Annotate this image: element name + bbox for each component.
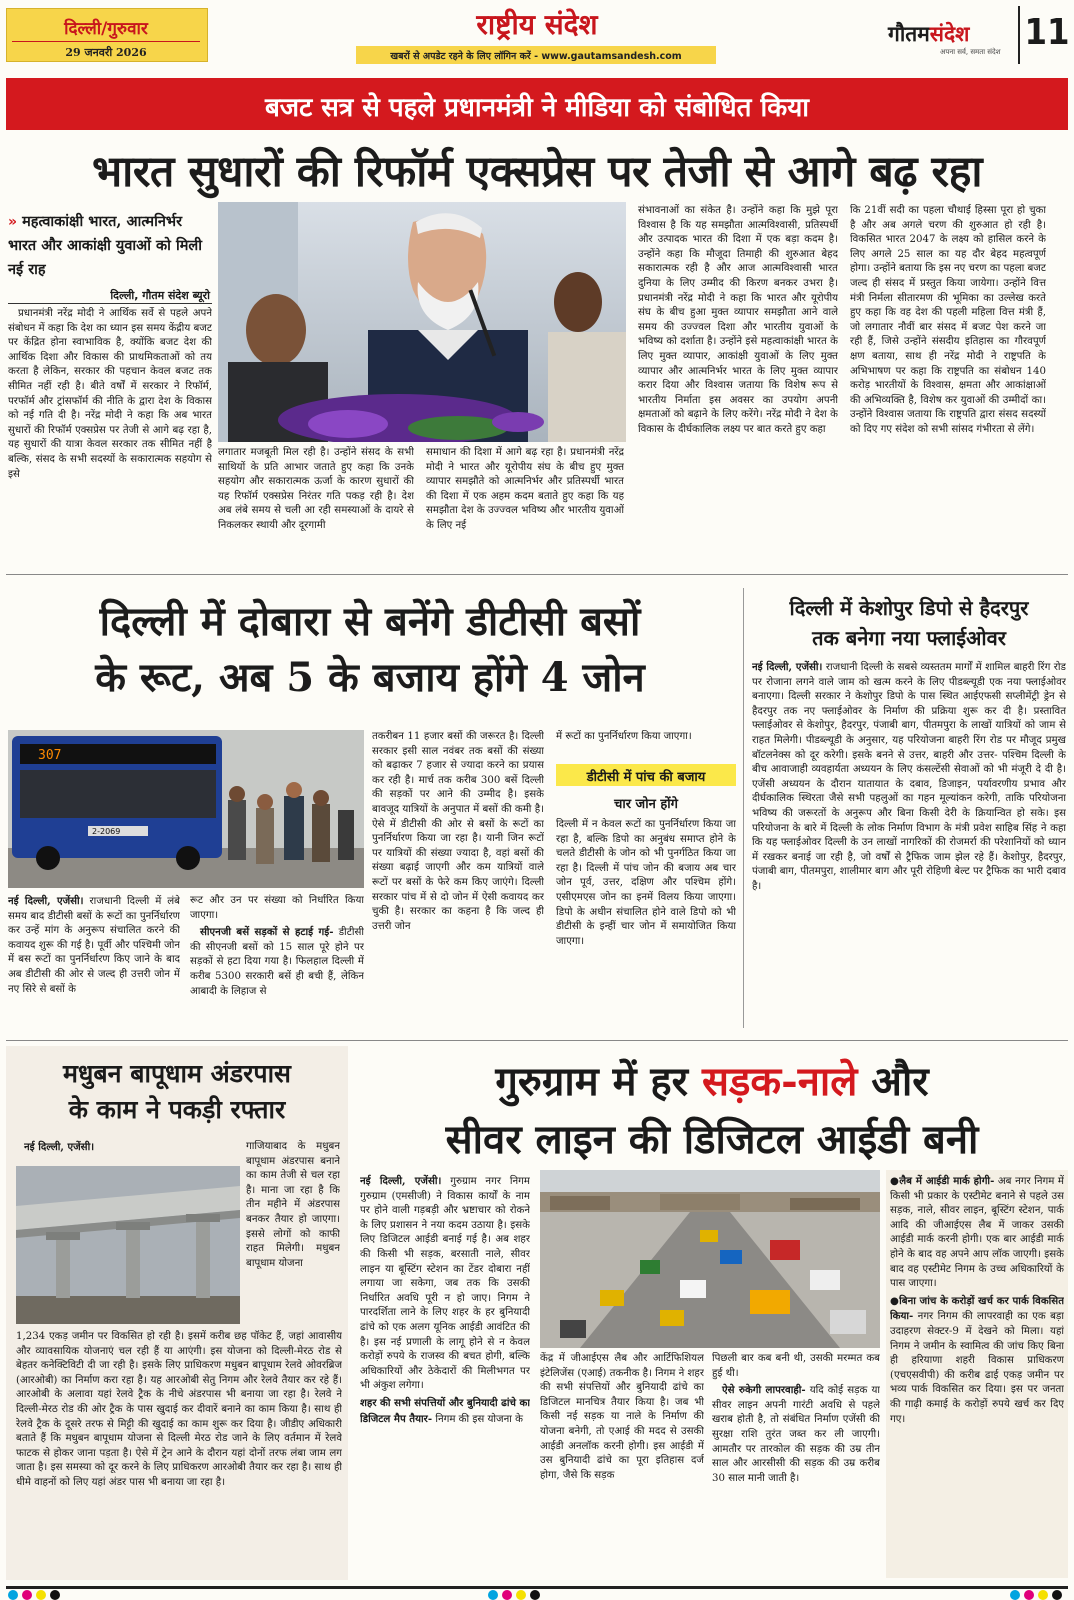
gurugram-headline-red: सड़क-नाले: [701, 1058, 858, 1105]
yellow-mark: [516, 1590, 526, 1600]
gurugram-side-p2: [890, 1294, 1064, 1427]
flyover-headline-line1: दिल्ली में केशोपुर डिपो से हैदरपुर: [789, 596, 1029, 620]
gurugram-col-3: [712, 1352, 880, 1578]
lead-col-1-text: प्रधानमंत्री नरेंद्र मोदी ने आर्थिक सर्वे से पहले अपने संबोधन में कहा कि देश का ध्यान इस समय केंद्रीय बजट पर केंद्रित होना स्वाभाविक है, क्योंकि बजट देश की आर्थिक दिशा और विकास की प्राथमिकताओं को तय करता है लेकिन, सरकार की पहचान केवल बजट तक सीमित नहीं रही है। बीते वर्षों में सरकार ने रिफॉर्म, परफॉर्म और ट्रांसफॉर्म की नीति के द्वारा देश के विकास को नई गति दी है। नरेंद्र मोदी ने कहा कि अब भारत सुधारों की रिफॉर्म एक्सप्रेस पर तेजी से आगे बढ़ रहा है, यह सुधारों की यात्रा केवल सरकार तक सीमित नहीं है बल्कि, संसद के सभी सदस्यों के सकारात्मक सहयोग से इसे: [8, 308, 212, 480]
bullet-icon: ●: [890, 1295, 900, 1307]
dtc-col-4-top-text: में रूटों का पुनर्निर्धारण किया जाएगा।: [556, 731, 692, 742]
underpass-body: [16, 1330, 342, 1576]
bus-display: 307: [38, 748, 62, 763]
gurugram-col-2-text: केंद्र में जीआईएस लैब और आर्टिफिशियल इंटेलिजेंस (एआई) तकनीक है। निगम ने शहर की सभी संपत्तियों और बुनियादी ढांचे का डिजिटल मानचित्र तैयार किया है। जब भी किसी नई सड़क या नाले के निर्माण की योजना बनेगी, तो एआई की मदद से उसकी आईडी अनलॉक करनी होगी। इस आईडी में उस बुनियादी ढांचे का पूरा इतिहास दर्ज होगा, जैसे कि सड़क: [540, 1353, 704, 1481]
dtc-col-1-body: राजधानी दिल्ली में लंबे समय बाद डीटीसी बसों के रूटों का पुनर्निर्धारण कर उन्हें मांग के अनुरूप संचालित करने की कवायद शुरू की गई है। पूर्वी और पश्चिमी जोन में बस रूटों का पुनर्निर्धारण किए जाने के बाद अब डीटीसी की ओर से जल्द ही उत्तरी जोन में नए सिरे से बसों के: [8, 896, 180, 995]
gurugram-side: [890, 1174, 1064, 1574]
brand-logo: [888, 20, 969, 48]
dtc-col-2-rest: डीटीसी की सीएनजी बसों को 15 साल पूरे होने पर सड़कों से हटा दिया गया है। फिलहाल दिल्ली में करीब 5300 सरकारी बसें ही बची हैं, लेकिन आबादी के लिहाज से: [190, 927, 364, 997]
gurugram-col-1-text: [360, 1174, 530, 1394]
gurugram-side-p2-head: बिना जांच के करोड़ों खर्च कर पार्क विकसित किया-: [890, 1294, 1064, 1323]
yellow-mark: [36, 1590, 46, 1600]
magenta-mark: [1024, 1590, 1034, 1600]
section-title: राष्ट्रीय संदेश: [476, 8, 598, 41]
gurugram-photo-svg: [540, 1170, 880, 1348]
underpass-dateline: नई दिल्ली, एजेंसी।: [24, 1141, 95, 1153]
brand-tagline: अपना सर्व, समता संदेश: [940, 48, 1001, 56]
gurugram-col-3-top: पिछली बार कब बनी थी, उसकी मरम्मत कब हुई थी।: [712, 1353, 880, 1379]
underpass-photo-svg: [16, 1166, 240, 1324]
dtc-col-4-text: दिल्ली में न केवल रूटों का पुनर्निर्धारण किया जा रहा है, बल्कि डिपो का अनुबंध समाप्त होने के चलते डीटीसी के जोन को भी पुनर्गठित किया जा रहा है। दिल्ली में पांच जोन की बजाय अब चार जोन पूर्व, उत्तर, दक्षिण और पश्चिम होंगे। एसीएमएस जोन का इनमें विलय किया जाएगा। डिपो के अधीन संचालित होने वाले डिपो को भी डीटीसी के इन्हीं चार जोन में समायोजित किया जाएगा।: [556, 819, 736, 947]
gurugram-side-p2-body: नगर निगम की लापरवाही का एक बड़ा उदाहरण सेक्टर-9 में देखने को मिला। यहां निगम ने जमीन के स्वामित्व की जांच किए बिना ही हरियाणा शहरी विकास प्राधिकरण (एचएसवीपी) की करीब ढाई एकड़ जमीन पर भव्य पार्क विकसित कर दिया। इस पर जनता की गाढ़ी कमाई के करोड़ों रुपये खर्च कर दिए गए।: [890, 1311, 1064, 1425]
lead-col-3: [426, 446, 624, 569]
dtc-col-2-para: [190, 925, 364, 999]
page-number: 11: [1024, 12, 1070, 53]
lead-photo-svg: [218, 202, 626, 442]
dtc-headline-line1: दिल्ली में दोबारा से बनेंगे डीटीसी बसों: [99, 598, 641, 645]
city-day: दिल्ली/गुरुवार: [64, 19, 148, 39]
dtc-col-2-subhead: सीएनजी बसें सड़कों से हटाई गई-: [200, 926, 334, 939]
page-number-divider: [1018, 6, 1020, 64]
cyan-mark: [1010, 1590, 1020, 1600]
section-rule-2: [6, 1040, 1068, 1041]
bullet-icon: ●: [890, 1176, 900, 1187]
gurugram-col-2: [540, 1352, 704, 1578]
black-mark: [1052, 1590, 1062, 1600]
gurugram-side-p1-body: अब नगर निगम में किसी भी प्रकार के एस्टीमेट बनाने से पहले उस सड़क, नाले, सीवर लाइन, बूस्टिंग स्टेशन, पार्क आदि की जीआईएस लैब में जाकर उसकी आईडी मार्क करनी होगी। एक बार आईडी मार्क होने के बाद वह अपने आप लॉक जाएगी। इसके बाद वह एस्टीमेट निगम के उच्च अधिकारियों के पास जाएगा।: [890, 1176, 1064, 1290]
magenta-mark: [502, 1590, 512, 1600]
lead-col-2: [218, 446, 414, 569]
lead-col-4: [638, 204, 838, 569]
gurugram-col-1-para: [360, 1396, 530, 1427]
brand-suffix: संदेश: [929, 21, 970, 46]
underpass-side: [246, 1140, 340, 1326]
footer-rule: [6, 1586, 1068, 1589]
lead-photo: [218, 202, 626, 442]
yellow-mark: [1038, 1590, 1048, 1600]
black-mark: [50, 1590, 60, 1600]
underpass-photo: [16, 1166, 240, 1324]
black-mark: [530, 1590, 540, 1600]
gurugram-headline-part1: गुरुग्राम में हर: [495, 1058, 702, 1105]
dtc-col-4: [556, 818, 736, 1034]
gurugram-headline-line1: [356, 1052, 1068, 1107]
byline-rule: [8, 303, 212, 304]
section-rule-1: [6, 574, 1068, 575]
lead-subhead: महत्वाकांक्षी भारत, आत्मनिर्भर भारत और आकांक्षी युवाओं को मिली नई राह: [8, 213, 202, 278]
underpass-headline-line1: मधुबन बापूधाम अंडरपास: [63, 1059, 291, 1088]
magenta-mark: [22, 1590, 32, 1600]
gurugram-col-3-body: यदि कोई सड़क या सीवर लाइन अपनी गारंटी अवधि से पहले खराब होती है, तो संबंधित निर्माण एजेंसी की सुरक्षा राशि तुरंत जब्त कर ली जाएगी। आमतौर पर तारकोल की सड़क की उम्र तीन साल और आरसीसी की सड़क की उम्र करीब 30 साल मानी जाती है।: [712, 1385, 880, 1484]
dtc-photo: [8, 730, 364, 888]
gurugram-headline-line2: सीवर लाइन की डिजिटल आईडी बनी: [445, 1116, 979, 1163]
dtc-col-3-text: तकरीबन 11 हजार बसों की जरूरत है। दिल्ली सरकार इसी साल नवंबर तक बसों की संख्या को बढ़ाकर 7 हजार से ज्यादा करने का प्रयास कर रही है। मार्च तक करीब 300 बसें दिल्ली की सड़कों पर आने की उम्मीद है। इसके बावजूद यात्रियों के अनुपात में बसों की कमी है। ऐसे में डीटीसी की ओर से बसों के रूटों का पुनर्निर्धारण किया जा रहा है। यानी जिन रूटों पर यात्रियों की संख्या ज्यादा है, वहां बसों की संख्या बढ़ाई जाएगी और कम यात्रियों वाले रूटों पर बसों के फेरे कम किए जाएंगे। दिल्ली सरकार पांच में से दो जोन में ऐसी कवायद कर चुकी है। सरकार का कहना है कि जल्द ही उत्तरी जोन: [372, 731, 544, 932]
gurugram-col-1-rest: निगम की इस योजना के: [435, 1413, 523, 1425]
issue-date: 29 जनवरी 2026: [65, 46, 147, 59]
flyover-divider: [743, 588, 744, 1028]
underpass-body-text: 1,234 एकड़ जमीन पर विकसित हो रही है। इसमें करीब छह पॉकेट हैं, जहां आवासीय और व्यावसायिक योजनाएं चल रही हैं या आएंगी। इस योजना को दिल्ली-मेरठ रोड से बेहतर कनेक्टिविटी दी जा रही है। इसके लिए प्राधिकरण मधुबन बापूधाम रेलवे ओवरब्रिज (आरओबी) का निर्माण करा रहा है। यह आरओबी सेतु निगम और रेलवे तैयार कर रहे हैं। आरओबी के अलावा यहां रेलवे ट्रैक के नीचे अंडरपास भी बनाया जा रहा है। रेलवे ने दिल्ली-मेरठ रोड की ओर ट्रैक के पास खुदाई कर दीवारें बनाने का काम किया है। साथ ही रेलवे ट्रैक के दूसरे तरफ से मिट्टी की खुदाई का काम शुरू कर दिया है। जीडीए अधिकारी बताते हैं कि मधुबन बापूधाम योजना से दिल्ली मेरठ रोड जाने के लिए वर्तमान में रेलवे फाटक से होकर जाना पड़ता है। ऐसे में ट्रेन आने के दौरान यहां दोनों तरफ लंबा जाम लग जाता है। इस समस्या को दूर करने के लिए प्राधिकरण आरओबी तैयार कर रहा है। साथ ही धीमे वाहनों को लिए यहां अंडर पास भी बनाया जा रहा है।: [16, 1331, 342, 1488]
lead-col-1: [8, 307, 212, 569]
underpass-side-text: गाजियाबाद के मधुबन बापूधाम अंडरपास बनाने का काम तेजी से चल रहा है। माना जा रहा है कि तीन महीने में अंडरपास बनकर तैयार हो जाएगा। इससे लोगों को काफी राहत मिलेगी। मधुबन बापूधाम योजना: [246, 1141, 340, 1269]
gurugram-dateline: नई दिल्ली, एजेंसी।: [360, 1175, 442, 1187]
date-divider: [12, 41, 200, 42]
flyover-dateline: नई दिल्ली, एजेंसी।: [752, 661, 823, 673]
dtc-col-2: [190, 894, 364, 1034]
lead-col-5-text: कि 21वीं सदी का पहला चौथाई हिस्सा पूरा हो चुका है और अब अगले चरण की शुरुआत हो रही है। विकसित भारत 2047 के लक्ष्य को हासिल करने के लिए अगले 25 साल का यह दौर बेहद महत्वपूर्ण होगा। उन्होंने बताया कि इस नए चरण का पहला बजट जल्द ही संसद में प्रस्तुत किया जायेगा। उन्होंने वित्त मंत्री निर्मला सीतारमण की भूमिका का उल्लेख करते हुए कहा कि वह देश की पहली महिला वित्त मंत्री हैं, जो लगातार नौवीं बार संसद में बजट पेश करने जा रही हैं, जिसे उन्होंने संसदीय इतिहास का गौरवपूर्ण क्षण बताया, साथ ही नरेंद्र मोदी ने राष्ट्रपति के अभिभाषण पर कहा कि राष्ट्रपति का संबोधन 140 करोड़ भारतीयों के विश्वास, क्षमता और आकांक्षाओं की अभिव्यक्ति है, विशेष कर युवाओं की उम्मीदों का। उन्होंने विश्वास जताया कि राष्ट्रपति द्वारा संसद सदस्यों को दिए गए संदेश को सभी सांसद गंभीरता से लेंगे।: [850, 205, 1046, 435]
flyover-body: [752, 660, 1066, 1028]
gurugram-col-3-para: [712, 1383, 880, 1486]
lead-kicker: बजट सत्र से पहले प्रधानमंत्री ने मीडिया को संबोधित किया: [264, 93, 810, 123]
gurugram-headline-part2: और: [857, 1058, 929, 1105]
dtc-col-3: [372, 730, 544, 1034]
dtc-col-1-text: [8, 894, 180, 997]
cyan-mark: [488, 1590, 498, 1600]
dtc-headline-line2: के रूट, अब 5 के बजाय होंगे 4 जोन: [95, 654, 645, 701]
dtc-subhead-line1: डीटीसी में पांच की बजाय: [586, 770, 706, 785]
lead-headline: भारत सुधारों की रिफॉर्म एक्सप्रेस पर तेजी से आगे बढ़ रहा: [91, 147, 983, 197]
gurugram-side-p1: [890, 1174, 1064, 1292]
lead-col-4-text: संभावनाओं का संकेत है। उन्होंने कहा कि मुझे पूरा विश्वास है कि यह समझौता आत्मविश्वासी, प्रतिस्पर्धी और उत्पादक भारत की दिशा में एक बड़ा कदम है। उन्होंने कहा कि मौजूदा तिमाही की शुरुआत बेहद सकारात्मक रही है और आज आत्मविश्वासी भारत दुनिया के लिए उम्मीद की किरण बनकर उभरा है।प्रधानमंत्री नरेंद्र मोदी ने कहा कि भारत और यूरोपीय संघ के बीच हुआ मुक्त व्यापार समझौता आने वाले समय की उज्ज्वल दिशा और भारतीय युवाओं के भविष्य को दर्शाता है। उन्होंने इसे महत्वाकांक्षी भारत के लिए मुक्त व्यापार, आकांक्षी युवाओं के लिए मुक्त व्यापार और आत्मनिर्भर भारत के लिए मुक्त व्यापार करार दिया और विश्वास जताया कि विशेष रूप से भारतीय निर्माता इस अवसर का उपयोग अपनी क्षमताओं को बढ़ाने के लिए करेंगे। नरेंद्र मोदी ने देश के विकास के दीर्घकालिक लक्ष्य पर बात करते हुए कहा: [638, 205, 838, 435]
flyover-body-text: [752, 660, 1066, 895]
gurugram-col-1: [360, 1174, 530, 1576]
gurugram-col-1-body: गुरुग्राम नगर निगम गुरुग्राम (एमसीजी) ने विकास कार्यों के नाम पर होने वाली गड़बड़ी और भ्रष्टाचार को रोकने के लिए प्रशासन ने नया कदम उठाया है। इसके लिए डिजिटल आईडी बनाई गई है। अब शहर की किसी भी सड़क, बरसाती नाले, सीवर लाइन या बूस्टिंग स्टेशन का टेंडर दोबारा नहीं लगाया जा सकेगा, जब तक कि उसकी निर्धारित अवधि पूरी न हो जाए। निगम ने पारदर्शिता लाने के लिए शहर के हर बुनियादी ढांचे को एक अलग यूनिक आईडी आवंटित की है। इस नई प्रणाली के लागू होने से न केवल करोड़ों रुपये के राजस्व की बचत होगी, बल्कि अधिकारियों और ठेकेदारों की मिलीभगत पर भी अंकुश लगेगा।: [360, 1176, 530, 1392]
gurugram-side-p1-head: लैब में आईडी मार्क होगी-: [899, 1175, 995, 1187]
lead-col-3-text: समाधान की दिशा में आगे बढ़ रहा है। प्रधानमंत्री नरेंद्र मोदी ने भारत और यूरोपीय संघ के बीच हुए मुक्त व्यापार समझौते को आत्मनिर्भर और प्रतिस्पर्धी भारत की दिशा में एक अहम कदम बताते हुए कहा कि यह समझौता देश के उज्ज्वल भविष्य और भारतीय युवाओं के लिए नई: [426, 447, 624, 531]
gurugram-photo: [540, 1170, 880, 1348]
dtc-photo-svg: [8, 730, 364, 888]
lead-byline: दिल्ली, गौतम संदेश ब्यूरो: [110, 289, 210, 302]
dtc-dateline: नई दिल्ली, एजेंसी।: [8, 895, 84, 907]
color-registration-marks: [0, 1590, 1074, 1600]
dtc-col-4-top: [556, 730, 736, 760]
dtc-col-2-text: रूट और उन पर संख्या को निर्धारित किया जाएगा।: [190, 895, 364, 921]
lead-subhead-block: [8, 210, 208, 282]
underpass-headline-line2: के काम ने पकड़ी रफ्तार: [68, 1095, 286, 1124]
cyan-mark: [8, 1590, 18, 1600]
gurugram-col-3-subhead: ऐसे रुकेगी लापरवाही-: [722, 1384, 806, 1397]
login-note: खबरों से अपडेट रहने के लिए लॉगिन करें - www.gautamsandesh.com: [390, 51, 682, 62]
flyover-body-copy: राजधानी दिल्ली के सबसे व्यस्ततम मार्गों में शामिल बाहरी रिंग रोड पर रोजाना लगने वाले जाम को खत्म करने के लिए पीडब्ल्यूडी एक नया फ्लाईओवर बनाएगा। दिल्ली सरकार ने केशोपुर डिपो के पास स्थित आईएफसी सप्लीमेंट्री ड्रेन से हैदरपुर तक नए फ्लाईओवर के निर्माण की प्रक्रिया शुरू कर दी है। प्रस्तावित फ्लाईओवर से केशोपुर, हैदरपुर, पंजाबी बाग, पीतमपुरा के लाखों यात्रियों को जाम से राहत मिलेगी। पीडब्ल्यूडी के अनुसार, यह परियोजना बाहरी रिंग रोड पर मौजूद प्रमुख बॉटलनेक्स को दूर करेगी। इसके बनने से उत्तर, बाहरी और उत्तर- पश्चिम दिल्ली के बीच आवाजाही व्यवहार्यता अध्ययन के लिए कंसल्टेंसी सेवाओं को भी मंजूरी दे दी है। एजेंसी अध्ययन के दौरान यातायात के दबाव, डिजाइन, पर्यावरणीय प्रभाव और दीर्घकालिक स्थिरता जैसे सभी पहलुओं का गहन मूल्यांकन करेगी, ताकि परियोजना भविष्य की जरूरतों के अनुरूप और बिना किसी देरी के क्रियान्वित हो सके। इस परियोजना के बारे में दिल्ली के लोक निर्माण विभाग के मंत्री प्रवेश साहिब सिंह ने कहा कि यह फ्लाईओवर दिल्ली के उन लाखों नागरिकों की रोजमर्रा की परेशानियों को ध्यान में रखकर बनाई जा रही है, जो वर्षों से ट्रैफिक जाम झेल रहे हैं। केशोपुर, हैदरपुर, पंजाबी बाग, पीतमपुरा, शालीमार बाग और पूरी रोहिणी बेल्ट पर ट्रैफिक का भारी दबाव है।: [752, 662, 1066, 892]
chevron-right-icon: »: [8, 214, 18, 230]
lead-col-5: [850, 204, 1046, 569]
gurugram-col-1-subhead: शहर की सभी संपत्तियों और बुनियादी ढांचे का डिजिटल मैप तैयार-: [360, 1396, 530, 1425]
flyover-headline-line2: तक बनेगा नया फ्लाईओवर: [812, 626, 1006, 650]
dtc-subhead-line2: चार जोन होंगे: [614, 797, 678, 812]
brand-prefix: गौतम: [888, 21, 930, 46]
bus-number: 2-2069: [92, 827, 121, 836]
dtc-col-1: [8, 894, 180, 1034]
lead-col-2-text: लगातार मजबूती मिल रही है। उन्होंने संसद के सभी साथियों के प्रति आभार जताते हुए कहा कि उनके सहयोग और सकारात्मक ऊर्जा के कारण सुधारों की यह रिफॉर्म एक्सप्रेस निरंतर गति पकड़ रही है। देश अब लंबे समय से चली आ रही समस्याओं के दायरे से निकलकर स्थायी और दूरगामी: [218, 447, 414, 531]
